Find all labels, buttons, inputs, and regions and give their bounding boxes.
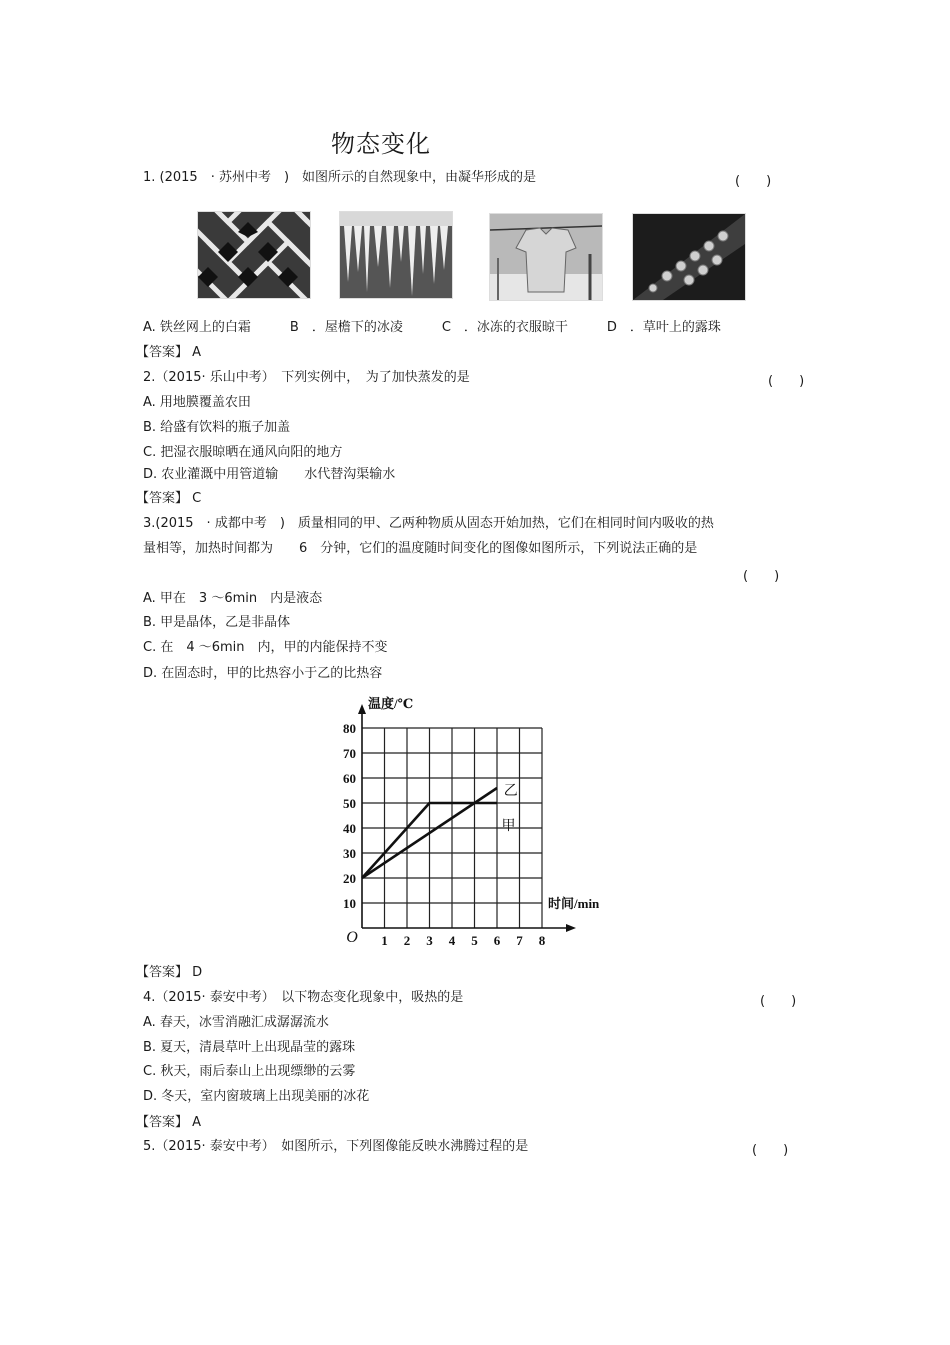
photo-frost-on-wire-mesh	[197, 211, 311, 299]
q2-option-c: C. 把湿衣服晾晒在通风向阳的地方	[143, 445, 343, 460]
page-title: 物态变化	[331, 130, 431, 158]
x-tick-label: 5	[471, 933, 478, 948]
q1-stem: 1. (2015 · 苏州中考 ) 如图所示的自然现象中，由凝华形成的是	[143, 170, 537, 185]
series-label: 乙	[503, 784, 518, 799]
y-tick-label: 10	[343, 896, 356, 911]
y-tick-label: 50	[343, 796, 356, 811]
series-label: 甲	[501, 819, 516, 834]
q4-stem: 4.（2015· 泰安中考） 以下物态变化现象中，吸热的是	[143, 990, 464, 1005]
photo-dew-on-leaf	[632, 213, 746, 301]
y-tick-label: 60	[343, 771, 356, 786]
x-tick-label: 7	[516, 933, 523, 948]
x-tick-label: 8	[538, 933, 546, 948]
x-tick-label: 2	[403, 933, 411, 948]
q3-option-b: B. 甲是晶体，乙是非晶体	[143, 615, 291, 630]
photo-frozen-clothes	[489, 213, 603, 301]
q3-answer-paren: ( )	[743, 569, 780, 584]
y-tick-label: 70	[343, 746, 356, 761]
x-tick-label: 3	[426, 933, 433, 948]
q2-option-a: A. 用地膜覆盖农田	[143, 395, 251, 410]
q3-option-a: A. 甲在 3 ～6min 内是液态	[143, 591, 323, 606]
y-tick-label: 30	[343, 846, 356, 861]
q3-option-c: C. 在 4 ～6min 内，甲的内能保持不变	[143, 640, 388, 655]
q1-options: A. 铁丝网上的白霜 B ．屋檐下的冰凌 C ．冰冻的衣服晾干 D ．草叶上的露珠	[143, 320, 721, 335]
q3-option-d: D. 在固态时，甲的比热容小于乙的比热容	[143, 666, 383, 681]
q3-stem-line-1: 3.(2015 · 成都中考 ) 质量相同的甲、乙两种物质从固态开始加热，它们在相同时间内吸收的热	[143, 516, 714, 531]
q2-option-b: B. 给盛有饮料的瓶子加盖	[143, 420, 291, 435]
q4-option-c: C. 秋天，雨后泰山上出现缥缈的云雾	[143, 1064, 356, 1079]
photo-icicles-under-eaves	[339, 211, 453, 299]
q2-stem: 2.（2015· 乐山中考） 下列实例中， 为了加快蒸发的是	[143, 370, 470, 385]
x-axis-arrow	[566, 924, 576, 932]
y-axis-arrow	[358, 704, 366, 714]
y-tick-label: 40	[343, 821, 356, 836]
q2-answer-paren: ( )	[768, 374, 805, 389]
x-tick-label: 4	[448, 933, 456, 948]
x-tick-label: 1	[381, 933, 388, 948]
q5-stem: 5.（2015· 泰安中考） 如图所示，下列图像能反映水沸腾过程的是	[143, 1139, 529, 1154]
q2-answer: 【答案】 C	[136, 491, 202, 506]
q4-option-b: B. 夏天，清晨草叶上出现晶莹的露珠	[143, 1040, 356, 1055]
q1-answer-paren: ( )	[735, 174, 772, 189]
x-tick-label: 6	[493, 933, 501, 948]
origin-label: O	[346, 929, 358, 946]
y-tick-label: 80	[343, 721, 356, 736]
q4-answer-paren: ( )	[760, 994, 797, 1009]
q2-option-d: D. 农业灌溉中用管道输 水代替沟渠输水	[143, 467, 396, 482]
q1-answer: 【答案】 A	[136, 345, 202, 360]
q5-answer-paren: ( )	[752, 1143, 789, 1158]
x-axis-label: 时间/min	[548, 896, 600, 911]
y-axis-label: 温度/℃	[368, 696, 414, 711]
q3-stem-line-2: 量相等，加热时间都为 6 分钟，它们的温度随时间变化的图像如图所示，下列说法正确的是	[143, 541, 698, 556]
q4-answer: 【答案】 A	[136, 1115, 202, 1130]
temperature-time-chart	[335, 690, 615, 952]
q4-option-d: D. 冬天，室内窗玻璃上出现美丽的冰花	[143, 1089, 370, 1104]
y-tick-label: 20	[343, 871, 356, 886]
q4-option-a: A. 春天，冰雪消融汇成潺潺流水	[143, 1015, 329, 1030]
q3-answer: 【答案】 D	[136, 965, 203, 980]
